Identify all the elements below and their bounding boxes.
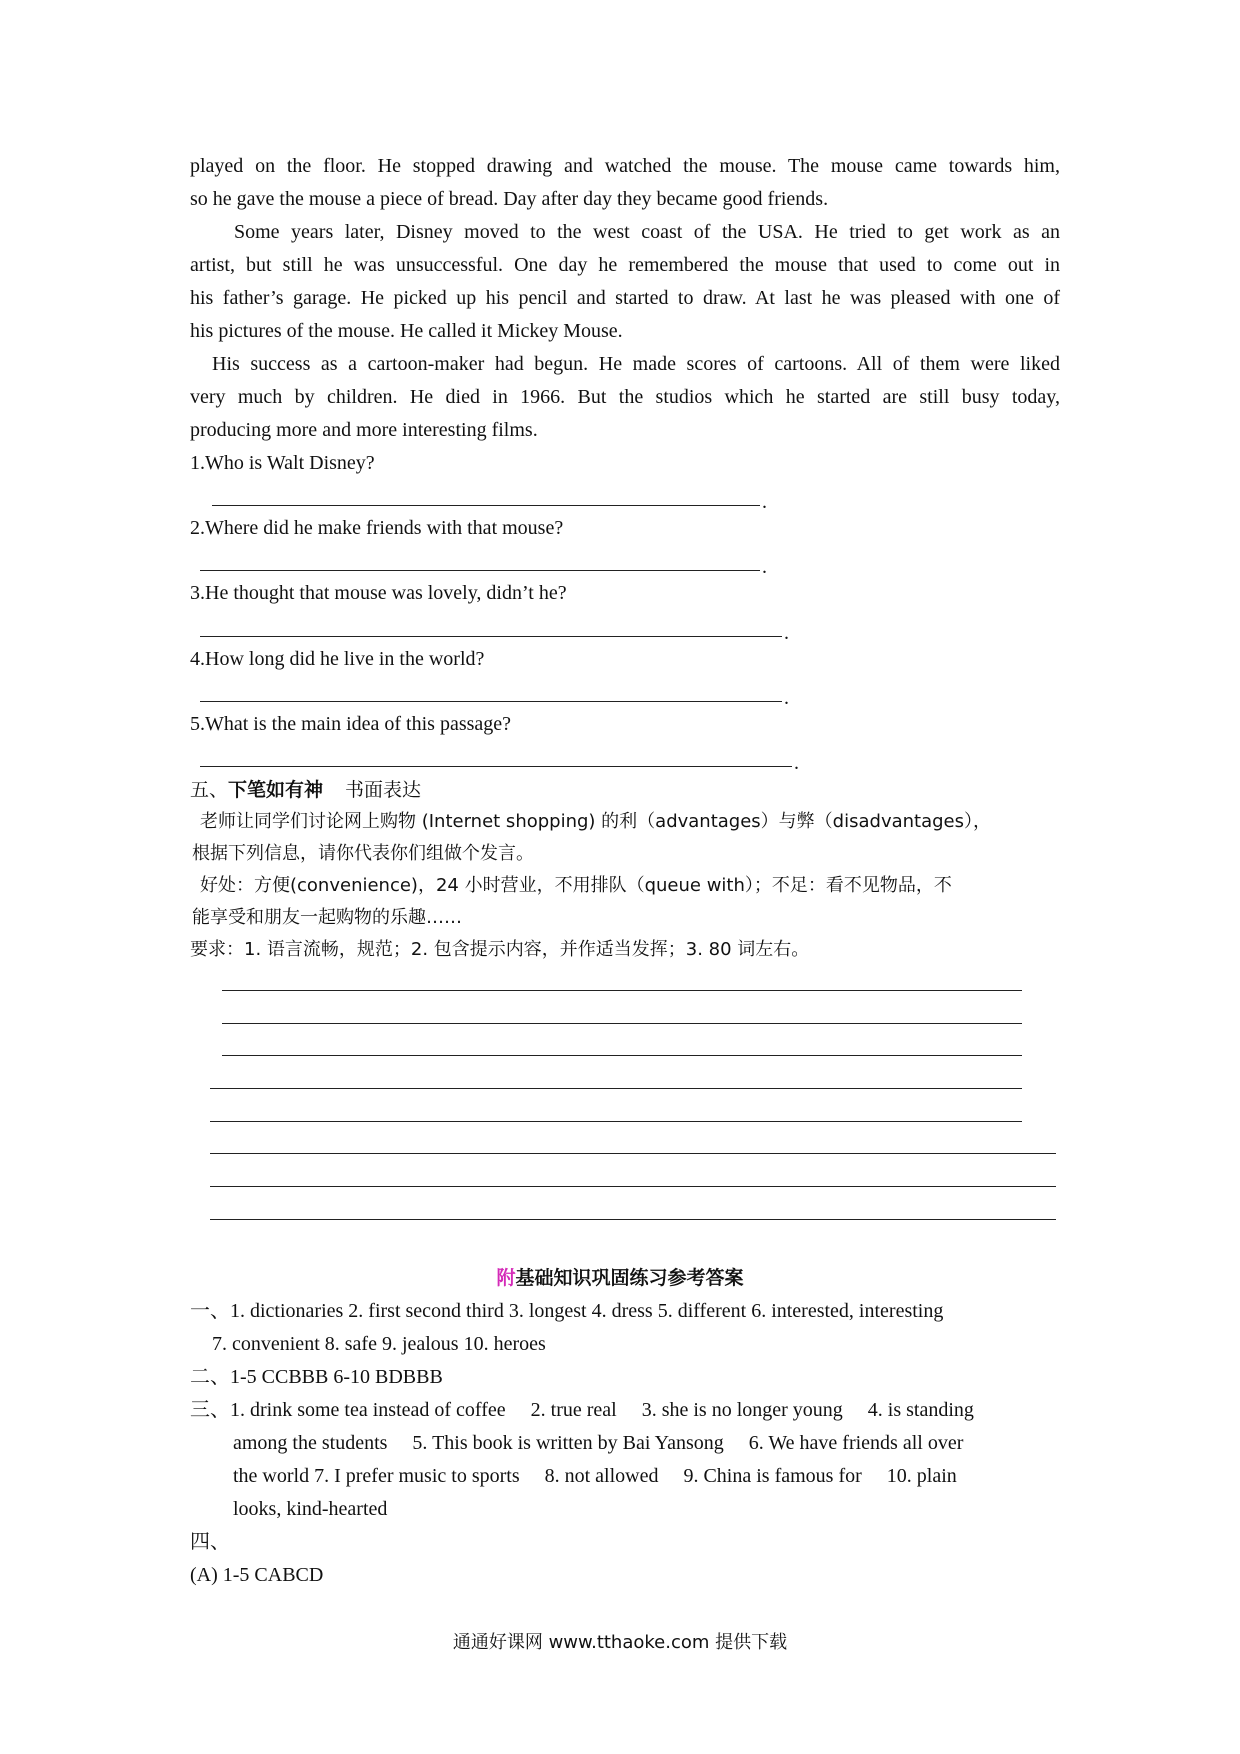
writing-instruction: 好处：方便(convenience)，24 小时营业，不用排队（queue with）；不足：看不见物品，不 (200, 875, 952, 896)
answer-line-1[interactable] (212, 505, 760, 506)
passage-line: his pictures of the mouse. He called it Mickey Mouse. (190, 320, 623, 342)
answer-line: 7. convenient 8. safe 9. jealous 10. heroes (212, 1333, 546, 1355)
question-4: 4.How long did he live in the world? (190, 648, 485, 670)
answer-line: 三、1. drink some tea instead of coffee 2. true real 3. she is no longer young 4. is standing (190, 1399, 974, 1421)
answer-key-prefix: 附 (496, 1267, 516, 1289)
passage-line: Some years later, Disney moved to the west coast of the USA. He tried to get work as an (234, 221, 1060, 243)
question-5: 5.What is the main idea of this passage? (190, 713, 512, 735)
writing-line[interactable] (222, 1023, 1022, 1024)
writing-line[interactable] (210, 1088, 1022, 1089)
passage-line: very much by children. He died in 1966. But the studios which he started are still busy today, (190, 386, 1060, 408)
answer-line: 二、1-5 CCBBB 6-10 BDBBB (190, 1366, 443, 1388)
writing-line[interactable] (210, 1121, 1022, 1122)
answer-line: 一、1. dictionaries 2. first second third 3. longest 4. dress 5. different 6. interested, interesting (190, 1300, 944, 1322)
passage-line: so he gave the mouse a piece of bread. Day after day they became good friends. (190, 188, 829, 210)
answer-period: . (762, 491, 767, 513)
writing-instruction: 老师让同学们讨论网上购物 (Internet shopping) 的利（advantages）与弊（disadvantages）， (200, 811, 991, 832)
answer-line: looks, kind-hearted (233, 1498, 388, 1520)
answer-line-2[interactable] (200, 570, 760, 571)
writing-title: 下笔如有神 (228, 779, 324, 801)
writing-line[interactable] (222, 1055, 1022, 1056)
writing-line[interactable] (210, 1153, 1056, 1154)
answer-period: . (784, 622, 789, 644)
question-1: 1.Who is Walt Disney? (190, 452, 375, 474)
answer-key-title: 附基础知识巩固练习参考答案 (496, 1267, 744, 1289)
answer-line: among the students 5. This book is written by Bai Yansong 6. We have friends all over (233, 1432, 964, 1454)
footer: 通通好课网 www.tthaoke.com 提供下载 (452, 1632, 788, 1653)
answer-line-3[interactable] (200, 636, 782, 637)
answer-line: (A) 1-5 CABCD (190, 1564, 324, 1586)
answer-period: . (762, 556, 767, 578)
passage-line: played on the floor. He stopped drawing and watched the mouse. The mouse came towards him, (190, 155, 1060, 177)
writing-instruction: 能享受和朋友一起购物的乐趣…… (192, 907, 462, 928)
writing-line[interactable] (210, 1219, 1056, 1220)
passage-line: artist, but still he was unsuccessful. One day he remembered the mouse that used to come out in (190, 254, 1060, 276)
question-2: 2.Where did he make friends with that mouse? (190, 517, 564, 539)
writing-subtitle: 书面表达 (345, 779, 422, 801)
answer-period: . (794, 752, 799, 774)
passage-line: his father’s garage. He picked up his pencil and started to draw. At last he was pleased with one of (190, 287, 1060, 309)
writing-requirements: 要求：1. 语言流畅，规范；2. 包含提示内容，并作适当发挥；3. 80 词左右。 (190, 939, 810, 960)
writing-line[interactable] (210, 1186, 1056, 1187)
answer-line-4[interactable] (200, 701, 782, 702)
answer-period: . (784, 687, 789, 709)
writing-line[interactable] (222, 990, 1022, 991)
writing-heading (190, 774, 1060, 806)
passage-line: producing more and more interesting films. (190, 419, 538, 441)
answer-line: 四、 (190, 1531, 230, 1553)
writing-instruction: 根据下列信息，请你代表你们组做个发言。 (192, 843, 534, 864)
answer-line: the world 7. I prefer music to sports 8. not allowed 9. China is famous for 10. plain (233, 1465, 957, 1487)
answer-line-5[interactable] (200, 766, 792, 767)
writing-number: 五、 (190, 779, 229, 801)
question-3: 3.He thought that mouse was lovely, didn’t he? (190, 582, 567, 604)
passage-line: His success as a cartoon-maker had begun. He made scores of cartoons. All of them were liked (212, 353, 1060, 375)
